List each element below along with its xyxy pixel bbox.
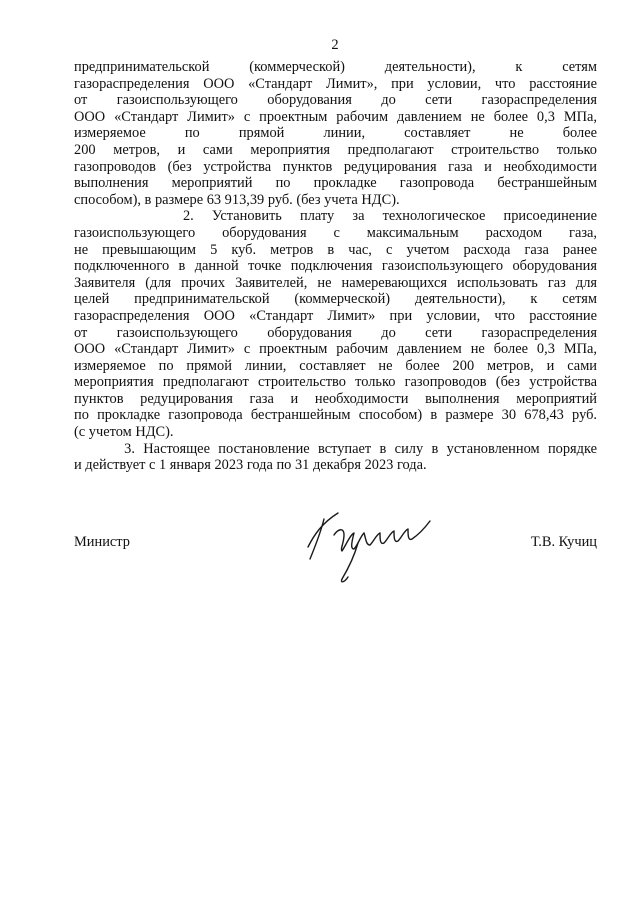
text-line: от газоиспользующего оборудования до сети газораспределения <box>74 92 597 109</box>
text-line: от газоиспользующего оборудования до сети газораспределения <box>74 324 597 341</box>
text-line: (с учетом НДС). <box>74 424 174 441</box>
text-line: газопроводов (без устройства пунктов редуцирования газа и необходимости <box>74 158 597 175</box>
page-number: 2 <box>331 37 339 53</box>
text-line: 2. Установить плату за технологическое присоединение <box>74 208 597 225</box>
document-body <box>74 59 597 474</box>
text-line: не превышающим 5 куб. метров в час, с учетом расхода газа ранее <box>74 241 597 258</box>
text-line: целей предпринимательской (коммерческой) деятельности), к сетям <box>74 291 597 308</box>
text-line: по прокладке газопровода бестраншейным способом) в размере 30 678,43 руб. <box>74 407 597 424</box>
text-line: подключенного в данной точке подключения газоиспользующего оборудования <box>74 258 597 275</box>
text-line: газоиспользующего оборудования с максимальным расходом газа, <box>74 224 597 241</box>
signature-block <box>74 533 597 553</box>
text-line: измеряемое по прямой линии, составляет не более 200 метров, и сами <box>74 357 597 374</box>
text-line: 200 метров, и сами мероприятия предполагают строительство только <box>74 141 597 158</box>
signatory-name: Т.В. Кучиц <box>530 534 597 550</box>
text-line: 3. Настоящее постановление вступает в силу в установленном порядке <box>74 440 597 457</box>
text-line: способом), в размере 63 913,39 руб. (без учета НДС). <box>74 191 400 208</box>
text-line: газораспределения ООО «Стандарт Лимит» при условии, что расстояние <box>74 307 597 324</box>
text-line: и действует с 1 января 2023 года по 31 декабря 2023 года. <box>74 457 427 474</box>
text-line: Заявителя (для прочих Заявителей, не намеревающихся использовать газ для <box>74 274 597 291</box>
text-line: мероприятия предполагают строительство только газопроводов (без устройства <box>74 374 597 391</box>
text-line: выполнения мероприятий по прокладке газопровода бестраншейным <box>74 175 597 192</box>
text-line: ООО «Стандарт Лимит» с проектным рабочим давлением не более 0,3 МПа, <box>74 341 597 358</box>
text-line: газораспределения ООО «Стандарт Лимит», при условии, что расстояние <box>74 75 597 92</box>
text-line: пунктов редуцирования газа и необходимости выполнения мероприятий <box>74 390 597 407</box>
text-line: предпринимательской (коммерческой) деятельности), к сетям <box>74 59 597 75</box>
text-line: ООО «Стандарт Лимит» с проектным рабочим давлением не более 0,3 МПа, <box>74 108 597 125</box>
signatory-title: Министр <box>74 534 130 550</box>
text-line: измеряемое по прямой линии, составляет не более <box>74 125 597 142</box>
